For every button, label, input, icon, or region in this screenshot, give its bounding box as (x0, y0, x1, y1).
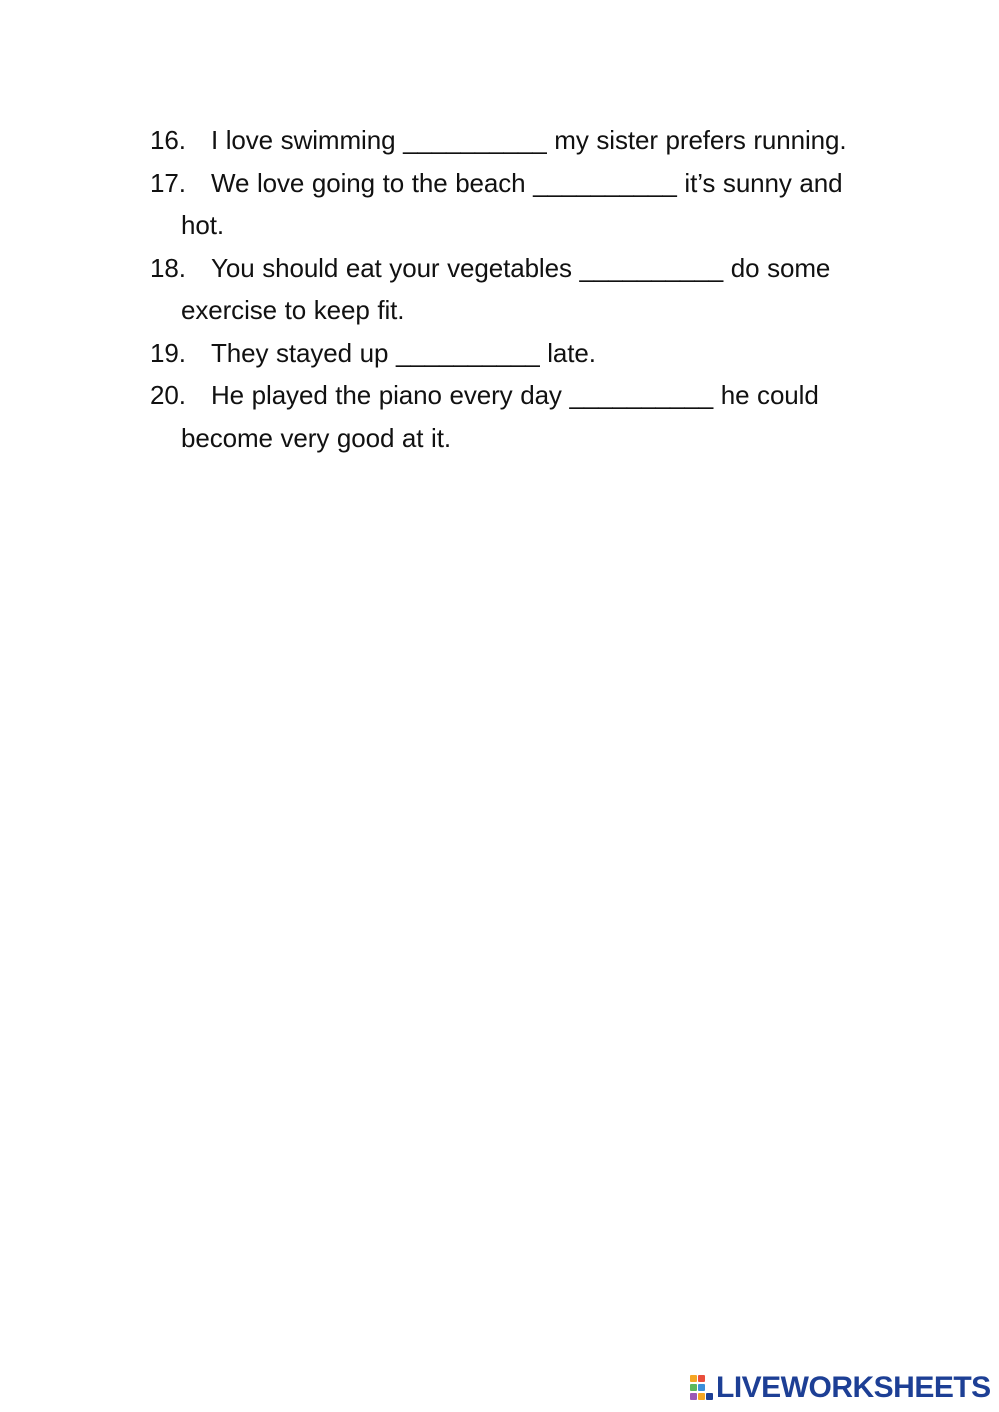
sentence-end: late. (547, 337, 596, 368)
sentence-end: my sister prefers running. (554, 125, 847, 155)
sentence-end: it’s sunny and hot. (181, 167, 843, 240)
exercise-item-16 (150, 119, 890, 162)
answer-blank[interactable]: __________ (569, 380, 714, 410)
exercise-item-19 (150, 332, 890, 375)
answer-blank[interactable]: __________ (403, 125, 547, 155)
item-number: 16. (150, 125, 186, 155)
liveworksheets-logo-icon (690, 1375, 714, 1401)
answer-blank[interactable]: __________ (533, 167, 677, 198)
sentence-start: They stayed up (211, 337, 389, 368)
sentence-start: I love swimming (211, 125, 396, 155)
exercise-item-20 (150, 374, 890, 459)
exercise-item-17 (150, 162, 890, 247)
item-number: 19. (150, 337, 186, 368)
item-number: 18. (150, 252, 186, 283)
answer-blank[interactable]: __________ (579, 252, 724, 283)
item-number: 20. (150, 380, 186, 410)
exercise-item-18 (150, 247, 890, 332)
liveworksheets-logo (690, 1372, 991, 1404)
item-number: 17. (150, 167, 186, 198)
sentence-end: do some exercise to keep fit. (181, 252, 831, 325)
answer-blank[interactable]: __________ (396, 337, 540, 368)
sentence-start: We love going to the beach (211, 167, 526, 198)
exercise-list (150, 119, 890, 459)
sentence-start: He played the piano every day (211, 380, 562, 410)
sentence-end: he could become very good at it. (181, 380, 819, 453)
logo-text: LIVEWORKSHEETS (716, 1371, 991, 1404)
sentence-start: You should eat your vegetables (211, 252, 572, 283)
